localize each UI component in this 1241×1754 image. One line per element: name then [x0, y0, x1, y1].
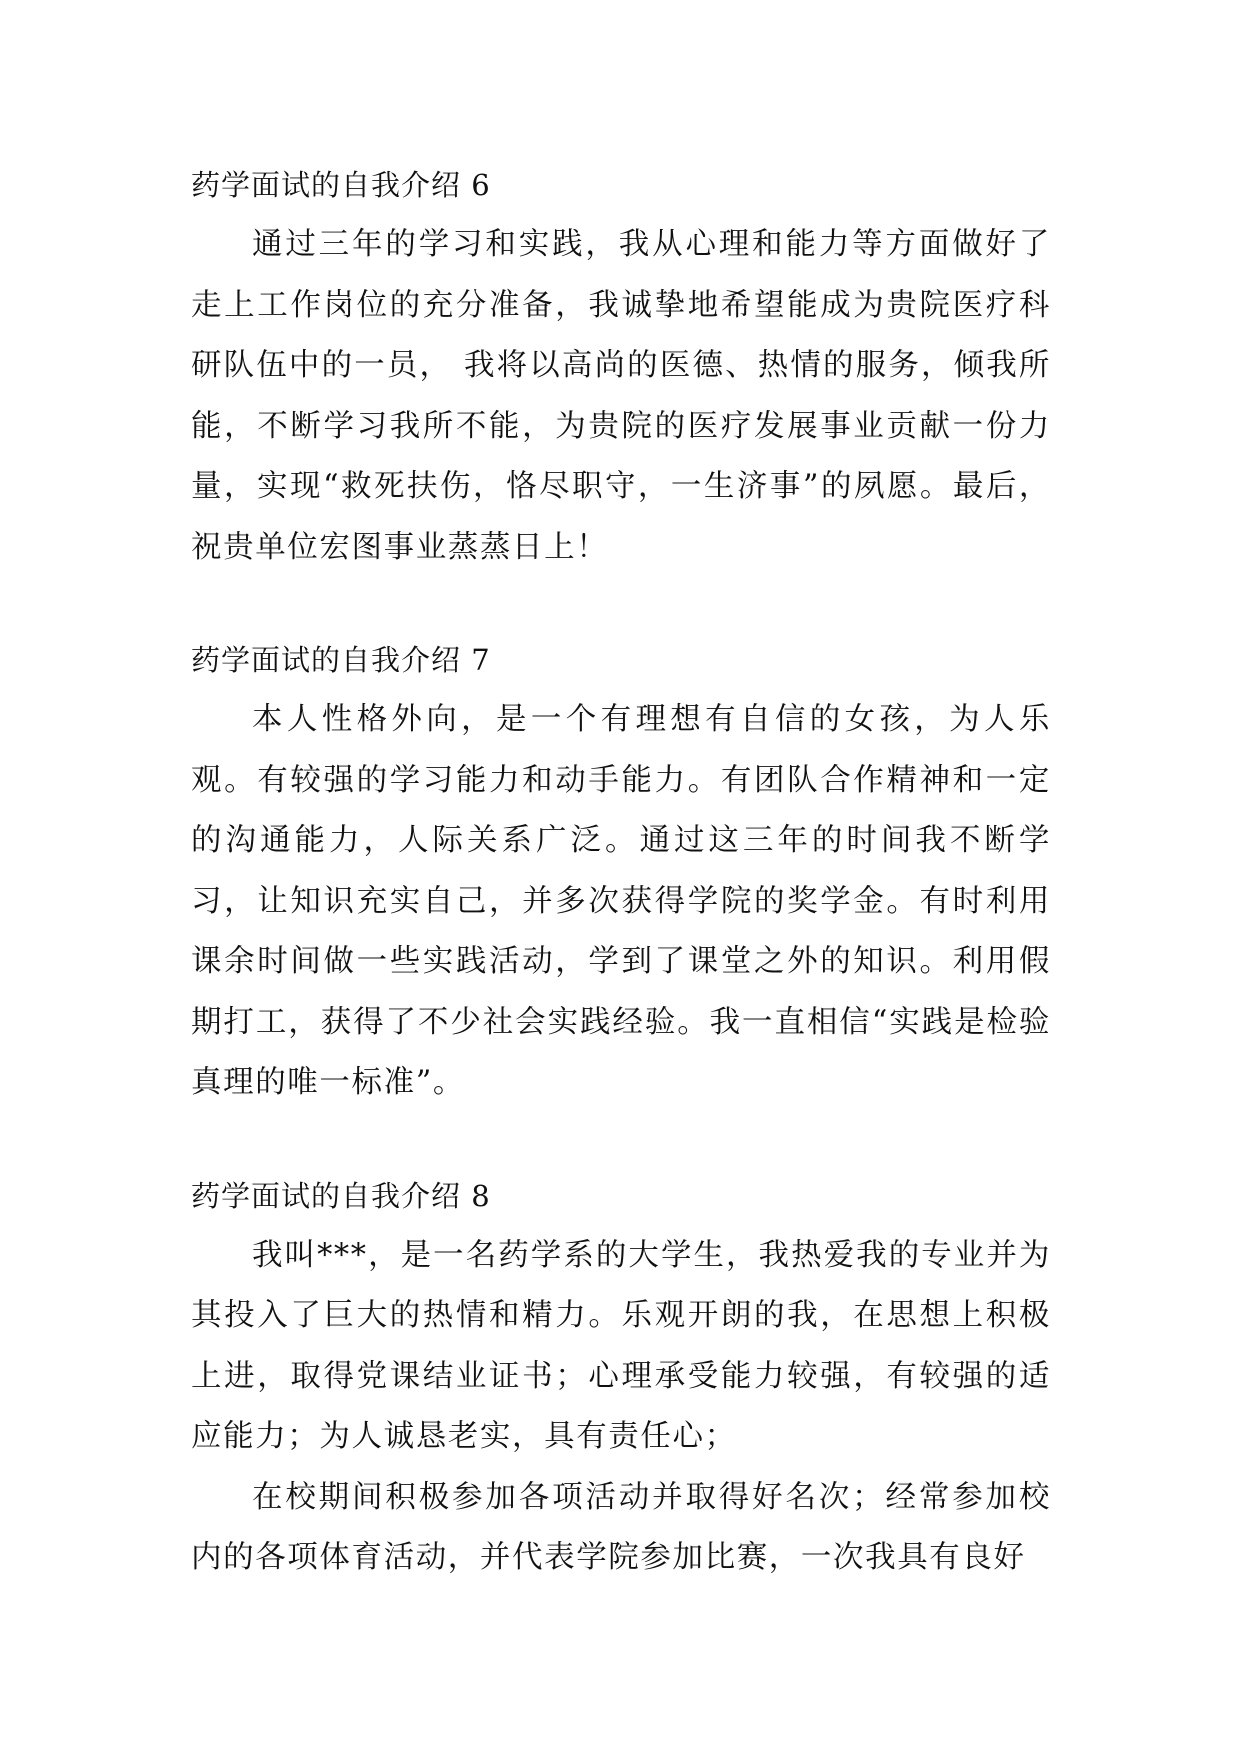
section-intro-6 — [191, 155, 1051, 578]
section-intro-7 — [191, 630, 1051, 1114]
document-page — [191, 155, 1051, 1589]
paragraph: 本人性格外向，是一个有理想有自信的女孩，为人乐观。有较强的学习能力和动手能力。有团队合作精神和一定的沟通能力，人际关系广泛。通过这三年的时间我不断学习，让知识充实自己，并多次获得学院的奖学金。有时利用课余时间做一些实践活动，学到了课堂之外的知识。利用假期打工，获得了不少社会实践经验。我一直相信“实践是检验真理的唯一标准”。 — [191, 702, 1051, 1100]
paragraph: 我叫***，是一名药学系的大学生，我热爱我的专业并为其投入了巨大的热情和精力。乐观开朗的我，在思想上积极上进，取得党课结业证书；心理承受能力较强，有较强的适应能力；为人诚恳老实，具有责任心； — [191, 1237, 1051, 1454]
section-title: 药学面试的自我介绍 8 — [191, 1178, 491, 1213]
paragraph: 在校期间积极参加各项活动并取得好名次；经常参加校内的各项体育活动，并代表学院参加比赛，一次我具有良好 — [191, 1479, 1051, 1575]
paragraph: 通过三年的学习和实践，我从心理和能力等方面做好了走上工作岗位的充分准备，我诚挚地希望能成为贵院医疗科研队伍中的一员， 我将以高尚的医德、热情的服务，倾我所能，不断学习我所不能，为贵院的医疗发展事业贡献一份力量，实现“救死扶伤，恪尽职守，一生济事”的夙愿。最后，祝贵单位宏图事业蒸蒸日上！ — [191, 227, 1051, 565]
section-title: 药学面试的自我介绍 7 — [191, 643, 491, 677]
section-title: 药学面试的自我介绍 6 — [191, 168, 491, 202]
section-intro-8 — [191, 1166, 1051, 1589]
